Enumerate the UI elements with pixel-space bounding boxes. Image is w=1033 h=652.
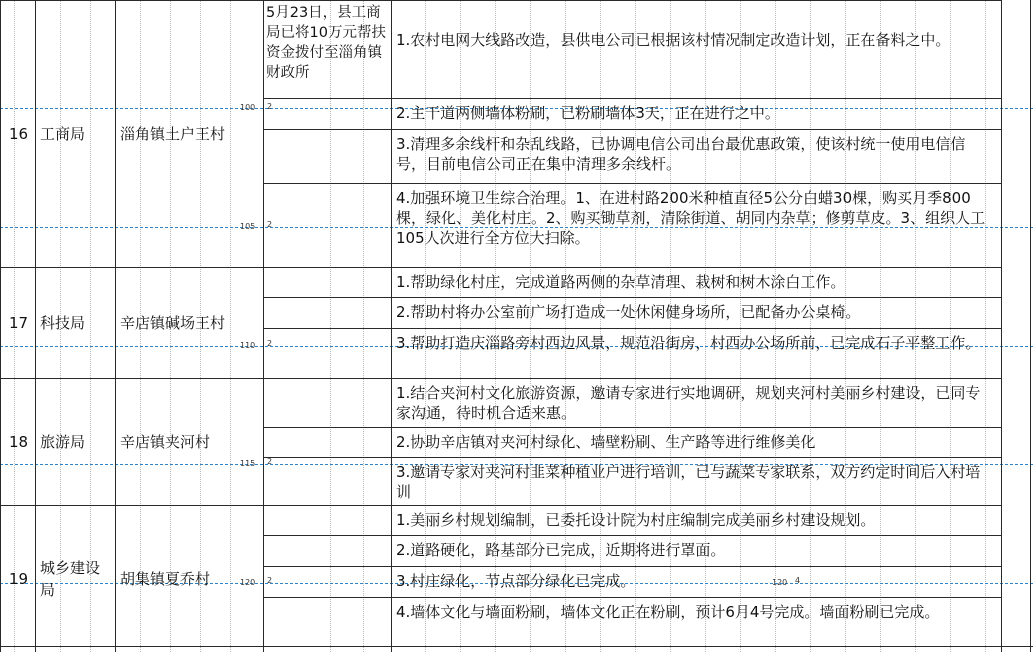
line-marker: 110 bbox=[240, 341, 256, 350]
note-cell-empty bbox=[263, 267, 391, 297]
line-marker: 2 bbox=[267, 339, 273, 348]
village-cell: 辛店镇碱场王村 bbox=[115, 267, 263, 378]
line-marker: 100 bbox=[240, 103, 256, 112]
note-cell-empty bbox=[263, 597, 391, 652]
progress-item: 3.清理多余线杆和杂乱线路，已协调电信公司出台最优惠政策，使该村统一使用电信信号，目前电信公司正在集中清理多余线杆。 bbox=[391, 129, 1001, 183]
progress-item: 2.帮助村将办公室前广场打造成一处休闲健身场所，已配备办公桌椅。 bbox=[391, 297, 1001, 328]
line-marker: 105 bbox=[240, 222, 256, 231]
line-marker: 2 bbox=[267, 457, 273, 466]
table-right-border bbox=[1001, 0, 1002, 652]
table-bottom-border bbox=[0, 646, 1033, 647]
progress-item: 1.农村电网大线路改造，县供电公司已根据该村情况制定改造计划，正在备料之中。 bbox=[391, 0, 1001, 98]
line-marker: 120 bbox=[240, 578, 256, 587]
progress-item: 1.结合夹河村文化旅游资源，邀请专家进行实地调研，规划夹河村美丽乡村建设，已同专家沟通，待时机合适来惠。 bbox=[391, 378, 1001, 427]
page-right-edge bbox=[1030, 0, 1031, 652]
note-cell-empty bbox=[263, 183, 391, 267]
progress-item: 3.村庄绿化，节点部分绿化已完成。 bbox=[391, 566, 1001, 597]
funding-note-cell: 5月23日，县工商局已将10万元帮扶资金拨付至淄角镇财政所 bbox=[263, 0, 391, 98]
note-cell-empty bbox=[263, 505, 391, 535]
line-marker: 2 bbox=[267, 102, 273, 111]
line-marker: 2 bbox=[267, 576, 273, 585]
progress-item: 3.邀请专家对夹河村韭菜种植业户进行培训，已与蔬菜专家联系，双方约定时间后入村培训 bbox=[391, 457, 1001, 505]
progress-item: 1.帮助绿化村庄，完成道路两侧的杂草清理、栽树和树木涂白工作。 bbox=[391, 267, 1001, 297]
progress-item: 3.帮助打造庆淄路旁村西边风景，规范沿街房，村西办公场所前，已完成石子平整工作。 bbox=[391, 328, 1001, 378]
row-index: 16 bbox=[0, 0, 35, 267]
line-marker: 120 bbox=[772, 578, 788, 587]
note-cell-empty bbox=[263, 566, 391, 597]
department-cell: 城乡建设局 bbox=[35, 505, 115, 652]
village-cell: 辛店镇夹河村 bbox=[115, 378, 263, 505]
department-cell: 科技局 bbox=[35, 267, 115, 378]
village-cell: 胡集镇夏乔村 bbox=[115, 505, 263, 652]
note-cell-empty bbox=[263, 457, 391, 505]
progress-item: 2.协助辛店镇对夹河村绿化、墙壁粉刷、生产路等进行维修美化 bbox=[391, 427, 1001, 457]
note-cell-empty bbox=[263, 297, 391, 328]
progress-item: 1.美丽乡村规划编制，已委托设计院为村庄编制完成美丽乡村建设规划。 bbox=[391, 505, 1001, 535]
progress-item: 4.墙体文化与墙面粉刷，墙体文化正在粉刷，预计6月4号完成。墙面粉刷已完成。 bbox=[391, 597, 1001, 652]
village-cell: 淄角镇土户王村 bbox=[115, 0, 263, 267]
row-index: 18 bbox=[0, 378, 35, 505]
line-marker: 4 bbox=[795, 576, 801, 585]
note-cell-empty bbox=[263, 129, 391, 183]
line-marker: 2 bbox=[267, 220, 273, 229]
department-cell: 工商局 bbox=[35, 0, 115, 267]
note-cell-empty bbox=[263, 427, 391, 457]
progress-item: 2.道路硬化，路基部分已完成，近期将进行罩面。 bbox=[391, 535, 1001, 566]
progress-item: 2.主干道两侧墙体粉刷，已粉刷墙体3天，正在进行之中。 bbox=[391, 98, 1001, 129]
note-cell-empty bbox=[263, 378, 391, 427]
department-cell: 旅游局 bbox=[35, 378, 115, 505]
note-cell-empty bbox=[263, 535, 391, 566]
progress-item: 4.加强环境卫生综合治理。1、在进村路200米种植直径5公分白蜡30棵，购买月季800棵，绿化、美化村庄。2、购买锄草剂，清除街道、胡同内杂草；修剪草皮。3、组织人工105人次进行全方位大扫除。 bbox=[391, 183, 1001, 267]
line-marker: 115 bbox=[240, 459, 256, 468]
row-index: 17 bbox=[0, 267, 35, 378]
note-cell-empty bbox=[263, 98, 391, 129]
note-cell-empty bbox=[263, 328, 391, 378]
row-index: 19 bbox=[0, 505, 35, 652]
